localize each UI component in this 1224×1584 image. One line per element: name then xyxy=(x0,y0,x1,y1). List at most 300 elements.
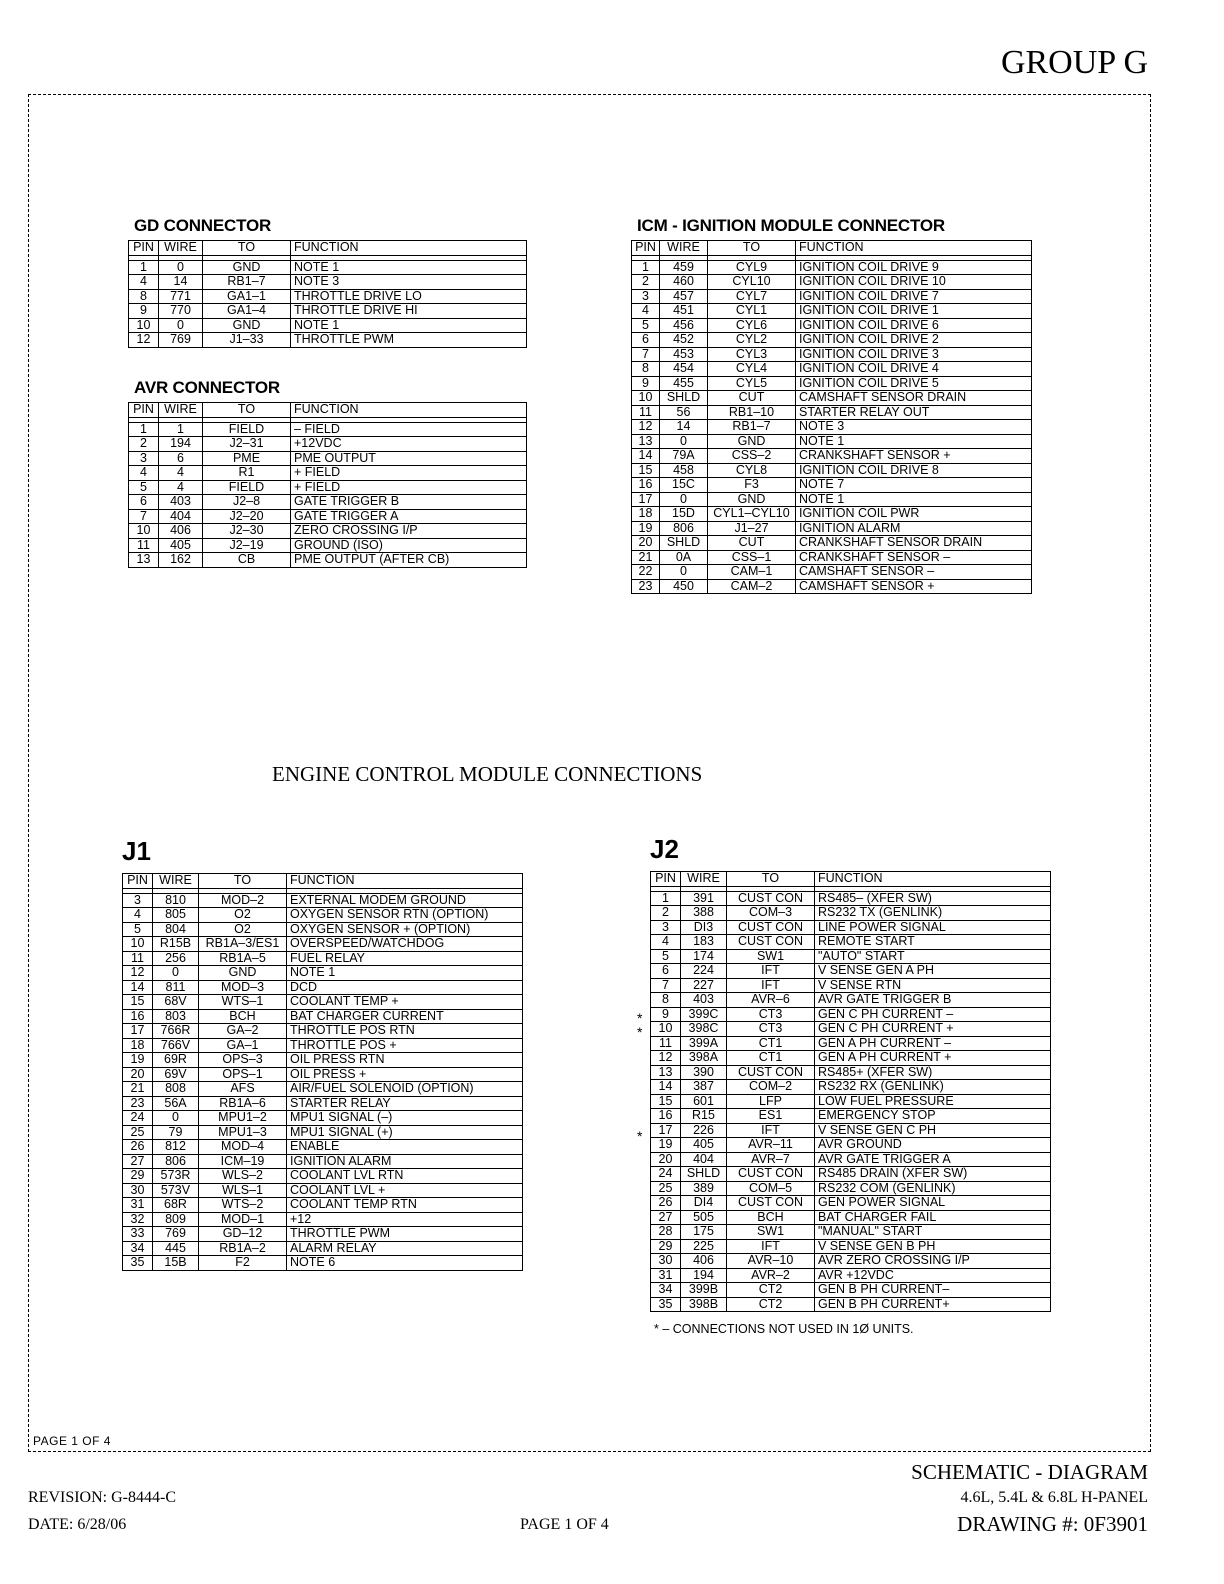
wire-cell: 225 xyxy=(681,1239,727,1254)
to-cell: CSS–1 xyxy=(708,550,796,565)
pin-cell: 11 xyxy=(651,1036,681,1051)
table-row xyxy=(129,466,527,481)
wire-cell: 453 xyxy=(660,347,708,362)
wire-cell: 0 xyxy=(660,434,708,449)
table-row xyxy=(123,937,523,952)
column-header: FUNCTION xyxy=(815,872,1051,887)
to-cell: CYL9 xyxy=(708,260,796,275)
wire-cell: 387 xyxy=(681,1080,727,1095)
wire-cell: 451 xyxy=(660,304,708,319)
revision-label: REVISION: G-8444-C xyxy=(28,1489,176,1506)
j2-table xyxy=(650,871,1051,1312)
to-cell: OPS–1 xyxy=(199,1067,287,1082)
table-row xyxy=(123,995,523,1010)
to-cell: GND xyxy=(203,318,291,333)
wire-cell: 4 xyxy=(159,480,203,495)
function-cell: OVERSPEED/WATCHDOG xyxy=(287,937,523,952)
wire-cell: 812 xyxy=(153,1140,199,1155)
pin-cell: 19 xyxy=(123,1053,153,1068)
function-cell: THROTTLE DRIVE HI xyxy=(291,304,527,319)
function-cell: GROUND (ISO) xyxy=(291,538,527,553)
function-cell: COOLANT TEMP + xyxy=(287,995,523,1010)
table-row xyxy=(651,993,1051,1008)
function-cell: IGNITION COIL DRIVE 10 xyxy=(796,275,1032,290)
pin-cell: 6 xyxy=(129,495,159,510)
wire-cell: 194 xyxy=(159,437,203,452)
to-cell: O2 xyxy=(199,922,287,937)
column-header: FUNCTION xyxy=(291,403,527,418)
function-cell: ALARM RELAY xyxy=(287,1241,523,1256)
pin-cell: 16 xyxy=(651,1109,681,1124)
section-title: ENGINE CONTROL MODULE CONNECTIONS xyxy=(272,762,703,786)
pin-cell: 10 xyxy=(632,391,660,406)
page-number: PAGE 1 OF 4 xyxy=(520,1516,609,1533)
pin-cell: 7 xyxy=(129,509,159,524)
wire-cell: 809 xyxy=(153,1212,199,1227)
wire-cell: 456 xyxy=(660,318,708,333)
to-cell: CUST CON xyxy=(727,935,815,950)
to-cell: CT2 xyxy=(727,1283,815,1298)
function-cell: – FIELD xyxy=(291,422,527,437)
pin-cell: 24 xyxy=(123,1111,153,1126)
wire-cell: 769 xyxy=(159,333,203,348)
column-header: PIN xyxy=(129,241,159,256)
wire-cell: 399C xyxy=(681,1007,727,1022)
to-cell: CB xyxy=(203,553,291,568)
function-cell: AVR GROUND xyxy=(815,1138,1051,1153)
to-cell: ES1 xyxy=(727,1109,815,1124)
column-header: WIRE xyxy=(660,241,708,256)
to-cell: RB1A–3/ES1 xyxy=(199,937,287,952)
table-row xyxy=(651,1210,1051,1225)
table-row xyxy=(632,536,1032,551)
to-cell: FIELD xyxy=(203,422,291,437)
to-cell: WTS–2 xyxy=(199,1198,287,1213)
to-cell: CUT xyxy=(708,391,796,406)
function-cell: LINE POWER SIGNAL xyxy=(815,920,1051,935)
wire-cell: 804 xyxy=(153,922,199,937)
pin-cell: 26 xyxy=(651,1196,681,1211)
table-row xyxy=(632,434,1032,449)
function-cell: THROTTLE POS + xyxy=(287,1038,523,1053)
pin-cell: 24 xyxy=(651,1167,681,1182)
column-header: FUNCTION xyxy=(287,874,523,889)
function-cell: LOW FUEL PRESSURE xyxy=(815,1094,1051,1109)
pin-cell: 6 xyxy=(632,333,660,348)
to-cell: GA1–4 xyxy=(203,304,291,319)
table-row xyxy=(651,1254,1051,1269)
column-header: PIN xyxy=(129,403,159,418)
table-row xyxy=(123,1009,523,1024)
pin-cell: 12 xyxy=(123,966,153,981)
j2-title: J2 xyxy=(650,834,679,864)
to-cell: SW1 xyxy=(727,949,815,964)
table-header-row xyxy=(129,241,527,256)
function-cell: +12 xyxy=(287,1212,523,1227)
pin-cell: 29 xyxy=(651,1239,681,1254)
pin-cell: 15 xyxy=(632,463,660,478)
table-row xyxy=(123,1183,523,1198)
function-cell: IGNITION ALARM xyxy=(796,521,1032,536)
wire-cell: 69R xyxy=(153,1053,199,1068)
column-header: WIRE xyxy=(153,874,199,889)
function-cell: REMOTE START xyxy=(815,935,1051,950)
pin-cell: 17 xyxy=(632,492,660,507)
to-cell: MPU1–2 xyxy=(199,1111,287,1126)
wire-cell: 457 xyxy=(660,289,708,304)
table-row xyxy=(651,1239,1051,1254)
to-cell: CYL2 xyxy=(708,333,796,348)
function-cell: THROTTLE POS RTN xyxy=(287,1024,523,1039)
function-cell: AVR +12VDC xyxy=(815,1268,1051,1283)
function-cell: NOTE 3 xyxy=(796,420,1032,435)
to-cell: CYL10 xyxy=(708,275,796,290)
table-row xyxy=(123,1111,523,1126)
single-phase-marker: * xyxy=(637,1010,643,1026)
pin-cell: 1 xyxy=(632,260,660,275)
pin-cell: 1 xyxy=(129,422,159,437)
table-row xyxy=(129,304,527,319)
function-cell: + FIELD xyxy=(291,480,527,495)
table-row xyxy=(651,935,1051,950)
pin-cell: 21 xyxy=(632,550,660,565)
table-row xyxy=(129,318,527,333)
table-row xyxy=(123,893,523,908)
table-row xyxy=(123,1053,523,1068)
to-cell: CT3 xyxy=(727,1022,815,1037)
wire-cell: 454 xyxy=(660,362,708,377)
pin-cell: 23 xyxy=(123,1096,153,1111)
pin-cell: 15 xyxy=(651,1094,681,1109)
function-cell: PME OUTPUT (AFTER CB) xyxy=(291,553,527,568)
function-cell: IGNITION COIL PWR xyxy=(796,507,1032,522)
column-header: FUNCTION xyxy=(796,241,1032,256)
to-cell: GD–12 xyxy=(199,1227,287,1242)
pin-cell: 1 xyxy=(651,891,681,906)
pin-cell: 9 xyxy=(651,1007,681,1022)
pin-cell: 4 xyxy=(129,275,159,290)
wire-cell: DI3 xyxy=(681,920,727,935)
wire-cell: 79 xyxy=(153,1125,199,1140)
wire-cell: 56A xyxy=(153,1096,199,1111)
pin-cell: 8 xyxy=(651,993,681,1008)
to-cell: GND xyxy=(203,260,291,275)
wire-cell: 15B xyxy=(153,1256,199,1271)
column-header: WIRE xyxy=(159,241,203,256)
pin-cell: 7 xyxy=(651,978,681,993)
function-cell: GEN B PH CURRENT– xyxy=(815,1283,1051,1298)
function-cell: COOLANT LVL + xyxy=(287,1183,523,1198)
wire-cell: 769 xyxy=(153,1227,199,1242)
table-row xyxy=(651,1283,1051,1298)
column-header: PIN xyxy=(632,241,660,256)
function-cell: BAT CHARGER CURRENT xyxy=(287,1009,523,1024)
to-cell: SW1 xyxy=(727,1225,815,1240)
table-row xyxy=(123,908,523,923)
pin-cell: 14 xyxy=(651,1080,681,1095)
table-header-row xyxy=(632,241,1032,256)
function-cell: AVR GATE TRIGGER B xyxy=(815,993,1051,1008)
pin-cell: 20 xyxy=(632,536,660,551)
function-cell: GEN B PH CURRENT+ xyxy=(815,1297,1051,1312)
wire-cell: 766V xyxy=(153,1038,199,1053)
table-header-row xyxy=(651,872,1051,887)
function-cell: NOTE 7 xyxy=(796,478,1032,493)
column-header: PIN xyxy=(651,872,681,887)
table-row xyxy=(123,1227,523,1242)
wire-cell: 0A xyxy=(660,550,708,565)
wire-cell: 399A xyxy=(681,1036,727,1051)
wire-cell: 404 xyxy=(159,509,203,524)
function-cell: IGNITION ALARM xyxy=(287,1154,523,1169)
to-cell: RB1A–2 xyxy=(199,1241,287,1256)
to-cell: CT2 xyxy=(727,1297,815,1312)
wire-cell: 0 xyxy=(159,260,203,275)
table-header-row xyxy=(123,874,523,889)
pin-cell: 13 xyxy=(651,1065,681,1080)
to-cell: MOD–3 xyxy=(199,980,287,995)
pin-cell: 35 xyxy=(123,1256,153,1271)
function-cell: AVR GATE TRIGGER A xyxy=(815,1152,1051,1167)
function-cell: AVR ZERO CROSSING I/P xyxy=(815,1254,1051,1269)
to-cell: J2–30 xyxy=(203,524,291,539)
to-cell: CYL8 xyxy=(708,463,796,478)
to-cell: CUST CON xyxy=(727,1065,815,1080)
wire-cell: 403 xyxy=(159,495,203,510)
column-header: WIRE xyxy=(681,872,727,887)
pin-cell: 9 xyxy=(632,376,660,391)
to-cell: GND xyxy=(199,966,287,981)
to-cell: J2–19 xyxy=(203,538,291,553)
function-cell: GEN C PH CURRENT + xyxy=(815,1022,1051,1037)
wire-cell: 805 xyxy=(153,908,199,923)
to-cell: CYL6 xyxy=(708,318,796,333)
to-cell: CUST CON xyxy=(727,920,815,935)
wire-cell: 459 xyxy=(660,260,708,275)
wire-cell: 398A xyxy=(681,1051,727,1066)
pin-cell: 17 xyxy=(651,1123,681,1138)
function-cell: NOTE 3 xyxy=(291,275,527,290)
function-cell: EMERGENCY STOP xyxy=(815,1109,1051,1124)
drawing-number: DRAWING #: 0F3901 xyxy=(957,1512,1148,1536)
pin-cell: 5 xyxy=(123,922,153,937)
wire-cell: 1 xyxy=(159,422,203,437)
pin-cell: 31 xyxy=(651,1268,681,1283)
to-cell: O2 xyxy=(199,908,287,923)
to-cell: GA–1 xyxy=(199,1038,287,1053)
wire-cell: 388 xyxy=(681,906,727,921)
to-cell: CYL4 xyxy=(708,362,796,377)
table-row xyxy=(632,376,1032,391)
wire-cell: 405 xyxy=(681,1138,727,1153)
table-row xyxy=(123,922,523,937)
pin-cell: 12 xyxy=(651,1051,681,1066)
pin-cell: 27 xyxy=(651,1210,681,1225)
function-cell: GEN POWER SIGNAL xyxy=(815,1196,1051,1211)
to-cell: R1 xyxy=(203,466,291,481)
pin-cell: 8 xyxy=(129,289,159,304)
table-row xyxy=(651,964,1051,979)
table-row xyxy=(123,1198,523,1213)
table-row xyxy=(632,463,1032,478)
to-cell: IFT xyxy=(727,1239,815,1254)
column-header: TO xyxy=(203,241,291,256)
pin-cell: 19 xyxy=(651,1138,681,1153)
column-header: TO xyxy=(199,874,287,889)
wire-cell: 398C xyxy=(681,1022,727,1037)
pin-cell: 15 xyxy=(123,995,153,1010)
column-header: TO xyxy=(708,241,796,256)
wire-cell: SHLD xyxy=(660,391,708,406)
function-cell: NOTE 1 xyxy=(796,434,1032,449)
pin-cell: 18 xyxy=(123,1038,153,1053)
pin-cell: 16 xyxy=(123,1009,153,1024)
table-row xyxy=(129,553,527,568)
wire-cell: 450 xyxy=(660,579,708,594)
wire-cell: 770 xyxy=(159,304,203,319)
pin-cell: 5 xyxy=(632,318,660,333)
table-row xyxy=(129,538,527,553)
table-row xyxy=(651,891,1051,906)
table-row xyxy=(651,1167,1051,1182)
pin-cell: 34 xyxy=(123,1241,153,1256)
pin-cell: 13 xyxy=(129,553,159,568)
wire-cell: SHLD xyxy=(660,536,708,551)
pin-cell: 4 xyxy=(123,908,153,923)
table-row xyxy=(123,966,523,981)
table-row xyxy=(632,521,1032,536)
table-row xyxy=(632,507,1032,522)
to-cell: CUST CON xyxy=(727,891,815,906)
to-cell: CUT xyxy=(708,536,796,551)
wire-cell: 0 xyxy=(660,565,708,580)
to-cell: GND xyxy=(708,434,796,449)
table-row xyxy=(123,1154,523,1169)
wire-cell: 771 xyxy=(159,289,203,304)
to-cell: RB1–7 xyxy=(708,420,796,435)
icm-connector-table xyxy=(631,240,1032,594)
to-cell: AVR–10 xyxy=(727,1254,815,1269)
table-row xyxy=(129,495,527,510)
to-cell: BCH xyxy=(199,1009,287,1024)
pin-cell: 26 xyxy=(123,1140,153,1155)
table-row xyxy=(651,1297,1051,1312)
function-cell: IGNITION COIL DRIVE 9 xyxy=(796,260,1032,275)
function-cell: GATE TRIGGER B xyxy=(291,495,527,510)
table-row xyxy=(651,1123,1051,1138)
function-cell: CRANKSHAFT SENSOR + xyxy=(796,449,1032,464)
to-cell: J1–33 xyxy=(203,333,291,348)
table-row xyxy=(632,304,1032,319)
function-cell: IGNITION COIL DRIVE 7 xyxy=(796,289,1032,304)
wire-cell: 175 xyxy=(681,1225,727,1240)
pin-cell: 34 xyxy=(651,1283,681,1298)
table-row xyxy=(632,275,1032,290)
to-cell: CYL7 xyxy=(708,289,796,304)
avr-connector-table xyxy=(128,402,527,568)
column-header: TO xyxy=(203,403,291,418)
wire-cell: 15C xyxy=(660,478,708,493)
table-row xyxy=(651,1196,1051,1211)
function-cell: V SENSE GEN B PH xyxy=(815,1239,1051,1254)
wire-cell: 256 xyxy=(153,951,199,966)
table-row xyxy=(123,1038,523,1053)
pin-cell: 4 xyxy=(632,304,660,319)
pin-cell: 4 xyxy=(651,935,681,950)
pin-cell: 31 xyxy=(123,1198,153,1213)
pin-cell: 3 xyxy=(632,289,660,304)
group-label: GROUP G xyxy=(1000,44,1148,81)
function-cell: V SENSE RTN xyxy=(815,978,1051,993)
to-cell: CT1 xyxy=(727,1051,815,1066)
to-cell: IFT xyxy=(727,978,815,993)
to-cell: J2–31 xyxy=(203,437,291,452)
table-row xyxy=(651,1036,1051,1051)
to-cell: LFP xyxy=(727,1094,815,1109)
table-row xyxy=(651,1065,1051,1080)
wire-cell: 455 xyxy=(660,376,708,391)
to-cell: CUST CON xyxy=(727,1167,815,1182)
pin-cell: 11 xyxy=(123,951,153,966)
function-cell: COOLANT TEMP RTN xyxy=(287,1198,523,1213)
pin-cell: 10 xyxy=(651,1022,681,1037)
pin-cell: 9 xyxy=(129,304,159,319)
to-cell: BCH xyxy=(727,1210,815,1225)
column-header: WIRE xyxy=(159,403,203,418)
pin-cell: 20 xyxy=(123,1067,153,1082)
to-cell: RB1A–6 xyxy=(199,1096,287,1111)
wire-cell: 56 xyxy=(660,405,708,420)
function-cell: FUEL RELAY xyxy=(287,951,523,966)
table-row xyxy=(651,906,1051,921)
wire-cell: 68R xyxy=(153,1198,199,1213)
table-row xyxy=(129,275,527,290)
wire-cell: 391 xyxy=(681,891,727,906)
pin-cell: 5 xyxy=(651,949,681,964)
function-cell: CAMSHAFT SENSOR + xyxy=(796,579,1032,594)
function-cell: THROTTLE PWM xyxy=(291,333,527,348)
to-cell: MPU1–3 xyxy=(199,1125,287,1140)
to-cell: WLS–2 xyxy=(199,1169,287,1184)
to-cell: AVR–6 xyxy=(727,993,815,1008)
to-cell: RB1–10 xyxy=(708,405,796,420)
wire-cell: 14 xyxy=(159,275,203,290)
wire-cell: 4 xyxy=(159,466,203,481)
pin-cell: 8 xyxy=(632,362,660,377)
to-cell: OPS–3 xyxy=(199,1053,287,1068)
to-cell: PME xyxy=(203,451,291,466)
function-cell: NOTE 6 xyxy=(287,1256,523,1271)
j1-title: J1 xyxy=(122,836,151,866)
table-row xyxy=(651,1022,1051,1037)
wire-cell: DI4 xyxy=(681,1196,727,1211)
wire-cell: 227 xyxy=(681,978,727,993)
table-row xyxy=(632,492,1032,507)
wire-cell: 0 xyxy=(153,966,199,981)
wire-cell: R15B xyxy=(153,937,199,952)
pin-cell: 14 xyxy=(632,449,660,464)
table-row xyxy=(123,1024,523,1039)
single-phase-marker: * xyxy=(637,1024,643,1040)
function-cell: PME OUTPUT xyxy=(291,451,527,466)
to-cell: CUST CON xyxy=(727,1196,815,1211)
function-cell: NOTE 1 xyxy=(291,260,527,275)
table-row xyxy=(129,289,527,304)
to-cell: GA–2 xyxy=(199,1024,287,1039)
table-row xyxy=(129,437,527,452)
table-row xyxy=(123,1169,523,1184)
table-row xyxy=(123,951,523,966)
